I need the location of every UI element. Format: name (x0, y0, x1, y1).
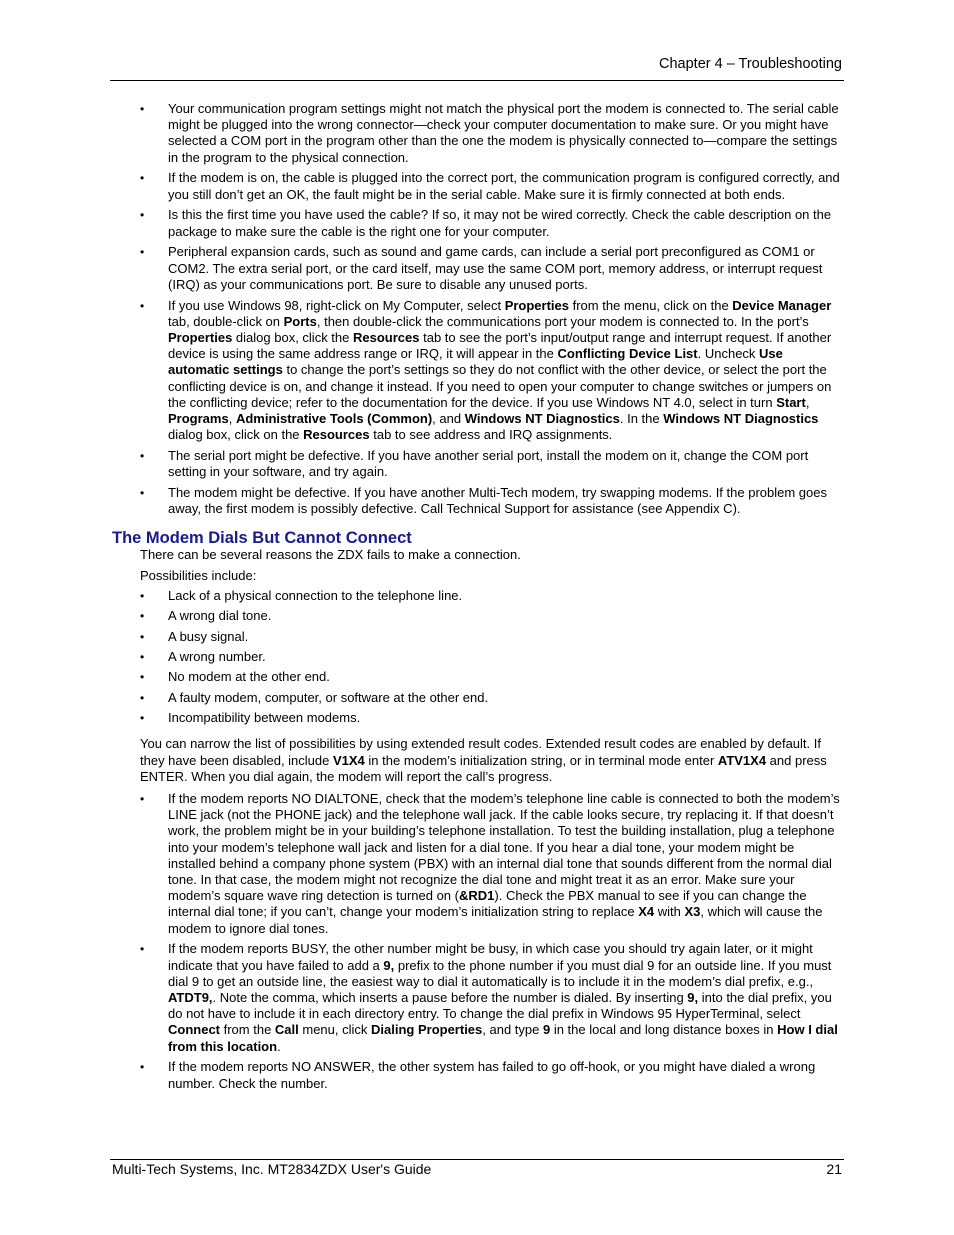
chapter-title: Chapter 4 – Troubleshooting (659, 56, 842, 72)
list-item: • No modem at the other end. (140, 669, 840, 685)
list-item (140, 244, 840, 293)
section-intro: There can be several reasons the ZDX fails to make a connection. (140, 547, 521, 563)
page-number: 21 (826, 1161, 842, 1177)
text-run: If the modem reports BUSY, the other number might be busy, in which case you should try again later, or it might indicate that you have failed to add a (168, 941, 813, 973)
text-run: , (228, 411, 236, 427)
bold-text: Windows NT Diagnostics (663, 411, 819, 427)
text-run: tab, double-click on (168, 313, 284, 329)
list-item: • Lack of a physical connection to the telephone line. (140, 588, 840, 604)
text-run: , (805, 394, 810, 410)
list-item: • A busy signal. (140, 629, 840, 645)
section-heading: The Modem Dials But Cannot Connect (112, 529, 412, 548)
bold-text: V1X4 (332, 752, 365, 768)
bold-text: How I dial from this location (168, 1022, 838, 1054)
bold-text: &RD1 (458, 888, 495, 904)
text-run: and press ENTER. When you dial again, the modem will report the call’s progress. (140, 752, 827, 784)
list-item: • A wrong number. (140, 649, 840, 665)
bold-text: Programs (168, 411, 229, 427)
bold-text: Device Manager (732, 297, 832, 313)
text-run: . Uncheck (697, 346, 760, 362)
list-item (140, 1059, 840, 1091)
list-item (140, 207, 840, 239)
text-run: with (654, 904, 685, 920)
bold-text: Resources (353, 330, 420, 346)
text-run: to change the port’s settings so they do not conflict with the other device, or select the port the conflicting device is on, and change it instead. If you need to open your computer to change switches or jumpers on the conflicting device; refer to the documentation for the device. If you use Windows NT 4.0, select in turn (168, 362, 832, 410)
text-run: menu, click (298, 1022, 372, 1038)
narrow-paragraph (140, 736, 840, 785)
bold-text: Windows NT Diagnostics (464, 411, 620, 427)
bold-text: X4 (638, 904, 655, 920)
text-run: tab to see address and IRQ assignments. (369, 427, 613, 443)
list-item (140, 170, 840, 202)
bold-text: ATDT9, (168, 990, 213, 1006)
text-run: , and type (482, 1022, 543, 1038)
list-item (140, 941, 840, 1054)
bold-text: Start (776, 394, 806, 410)
bold-text: 9, (687, 990, 699, 1006)
list-item (140, 298, 840, 444)
text-run: dialog box, click on the (168, 427, 304, 443)
text-run: You can narrow the list of possibilities by using extended result codes. Extended result codes are enabled by default. If they have been disabled, include (140, 736, 821, 768)
bold-text: Properties (168, 330, 233, 346)
bold-text: Ports (283, 313, 317, 329)
text-run: in the local and long distance boxes in (550, 1022, 778, 1038)
bold-text: Dialing Properties (371, 1022, 483, 1038)
bold-text: 9 (542, 1022, 551, 1038)
text-run: Your communication program settings might not match the physical port the modem is connected to. The serial cable might be plugged into the wrong connector—check your computer documentation to make sure. Or you might have selected a COM port in the program other than the one the modem is physically connected to—compare the settings in the program to the physical connection. (168, 101, 839, 165)
bold-text: ATV1X4 (717, 752, 767, 768)
list-item: • A wrong dial tone. (140, 608, 840, 624)
page-body (112, 101, 840, 1096)
bold-text: Use automatic settings (168, 346, 783, 378)
bold-text: Conflicting Device List (557, 346, 698, 362)
text-run: The modem might be defective. If you have another Multi-Tech modem, try swapping modems. If the problem goes away, the first modem is possibly defective. Call Technical Support for assistance (see Appendix C). (168, 485, 827, 517)
possibilities-intro: Possibilities include: (140, 567, 257, 583)
text-run: ). Check the PBX manual to see if you can change the internal dial tone; if you can’t, change your modem’s initialization string to replace (168, 888, 807, 920)
result-codes-list (140, 791, 840, 1092)
text-run: Is this the first time you have used the cable? If so, it may not be wired correctly. Check the cable description on the package to make sure the cable is the right one for your computer. (168, 207, 832, 239)
bold-text: Resources (303, 427, 370, 443)
text-run: in the modem’s initialization string, or in terminal mode enter (364, 752, 718, 768)
text-run: . Note the comma, which inserts a pause before the number is dialed. By inserting (212, 990, 688, 1006)
bold-text: Administrative Tools (Common) (235, 411, 433, 427)
text-run: If the modem is on, the cable is plugged into the correct port, the communication program is configured correctly, and you still don’t get an OK, the fault might be in the serial cable. Make sure it is firmly connected at both ends. (168, 170, 840, 202)
footer-title: Multi-Tech Systems, Inc. MT2834ZDX User's Guide (112, 1161, 432, 1177)
list-item: • Incompatibility between modems. (140, 710, 840, 726)
text-run: , and (432, 411, 465, 427)
list-item (140, 101, 840, 166)
text-run: dialog box, click the (232, 330, 353, 346)
bold-text: Connect (168, 1022, 220, 1038)
list-item (140, 485, 840, 517)
text-run: If the modem reports NO ANSWER, the other system has failed to go off-hook, or you might have dialed a wrong number. Check the number. (168, 1059, 816, 1091)
possibilities-list (140, 588, 840, 727)
list-item (140, 448, 840, 480)
list-item: • A faulty modem, computer, or software at the other end. (140, 690, 840, 706)
bold-text: 9, (383, 957, 395, 973)
bold-text: X3 (684, 904, 701, 920)
header-rule (110, 80, 844, 81)
text-run: If the modem reports NO DIALTONE, check that the modem’s telephone line cable is connected to both the modem’s LINE jack (not the PHONE jack) and the telephone wall jack. If the cable looks secure, try replacing it. If that doesn’t work, the problem might be in your building’s telephone installation. To test the building installation, plug a telephone into your modem’s telephone wall jack and listen for a dial tone. If you hear a dial tone, your modem might be installed behind a company phone system (PBX) with an internal dial tone that sounds different from the normal dial tone. In that case, the modem might not recognize the dial tone and might treat it as an error. Make sure your modem’s square wave ring detection is turned on ( (168, 791, 840, 904)
text-run: , then double-click the communications port your modem is connected to. In the port’s (316, 313, 809, 329)
text-run: Peripheral expansion cards, such as sound and game cards, can include a serial port preconfigured as COM1 or COM2. The extra serial port, or the card itself, may use the same COM port, memory address, or interrupt request (IRQ) as your communications port. Be sure to disable any unused ports. (168, 244, 823, 292)
text-run: from the (220, 1022, 275, 1038)
text-run: The serial port might be defective. If you have another serial port, install the modem on it, change the COM port setting in your software, and try again. (168, 448, 809, 480)
text-run: . (277, 1038, 281, 1054)
text-run: If you use Windows 98, right-click on My Computer, select (168, 297, 505, 313)
text-run: from the menu, click on the (569, 297, 733, 313)
bold-text: Properties (504, 297, 569, 313)
bold-text: Call (274, 1022, 299, 1038)
text-run: tab to see the port’s input/output range and interrupt request. If another device is using the same address range or IRQ, it will appear in the (168, 330, 832, 362)
text-run: , which will cause the modem to ignore dial tones. (168, 904, 823, 936)
text-run: . In the (619, 411, 664, 427)
troubleshooting-list (140, 101, 840, 517)
list-item (140, 791, 840, 937)
text-run: into the dial prefix, you do not have to include it in each directory entry. To change the dial prefix in Windows 95 HyperTerminal, select (168, 990, 832, 1022)
footer-rule (110, 1159, 844, 1160)
text-run: prefix to the phone number if you must dial 9 for an outside line. If you must dial 9 to get an outside line, the easiest way to dial it automatically is to include it in the modem’s dial prefix, e.g., (168, 957, 832, 989)
